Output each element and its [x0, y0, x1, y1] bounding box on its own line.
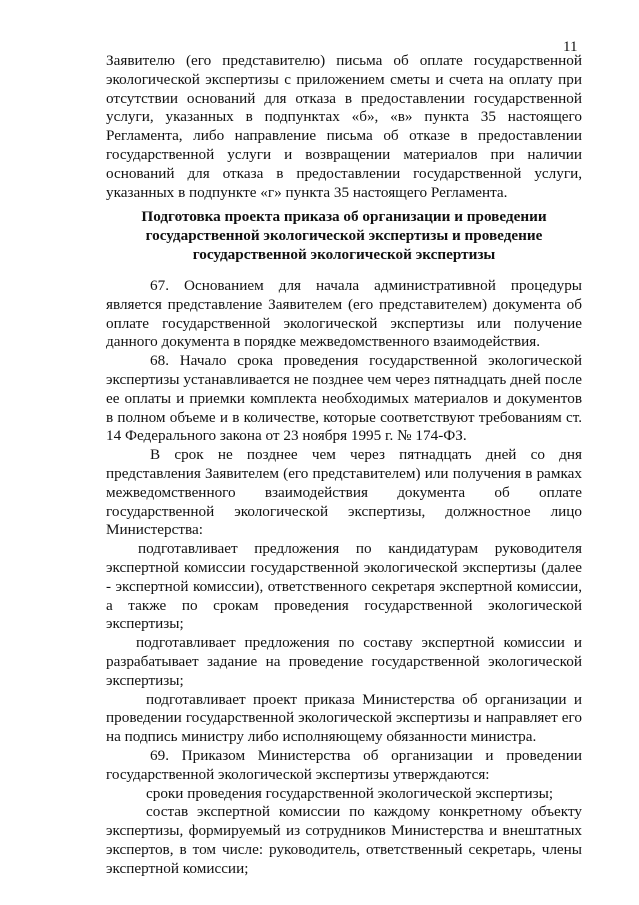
paragraph-67: 67. Основанием для начала административной процедуры является представление Заявителем (его представителем) документа об оплате государственной экологической экспертизы или получение данного документа в порядке межведомственного взаимодействия.: [106, 277, 582, 351]
list-item-proposals-leadership: подготавливает предложения по кандидатурам руководителя экспертной комиссии государственной экологической экспертизы (далее - экспертной комиссии), ответственного секретаря экспертной комиссии, а также по срокам проведения государственной экологической экспертизы;: [106, 540, 582, 633]
page-number: 11: [563, 39, 578, 55]
paragraph-deadline: В срок не позднее чем через пятнадцать дней со дня представления Заявителем (его представителем) или получения в рамках межведомственного взаимодействия документа об оплате государственной экологической экспертизы, должностное лицо Министерства:: [106, 446, 582, 539]
section-heading: Подготовка проекта приказа об организации и проведении государственной экологической экспертизы и проведение государственной экологической экспертизы: [141, 208, 547, 263]
list-item-terms: сроки проведения государственной экологической экспертизы;: [146, 784, 554, 802]
list-item-commission-composition: состав экспертной комиссии по каждому конкретному объекту экспертизы, формируемый из сотрудников Министерства и внештатных экспертов, в том числе: руководитель, ответственный секретарь, члены экспертной комиссии;: [106, 803, 582, 877]
list-item-proposals-composition: подготавливает предложения по составу экспертной комиссии и разрабатывает задание на проведение государственной экологической экспертизы;: [106, 634, 582, 689]
section-body: [106, 277, 582, 879]
list-item-draft-order: подготавливает проект приказа Министерства об организации и проведении государственной экологической экспертизы и направляет его на подпись министру либо исполняющему обязанности министра.: [106, 690, 582, 746]
intro-paragraph: [106, 52, 582, 202]
paragraph-68: 68. Начало срока проведения государственной экологической экспертизы устанавливается не позднее чем через пятнадцать дней после ее оплаты и приемки комплекта необходимых материалов и документов в полном объеме и в количестве, которые соответствуют требованиям ст. 14 Федерального закона от 23 ноября 1995 г. № 174-ФЗ.: [106, 352, 582, 445]
intro-text: Заявителю (его представителю) письма об оплате государственной экологической экспертизы с приложением сметы и счета на оплату при отсутствии оснований для отказа в предоставлении государственной услуги, указанных в подпунктах «б», «в» пункта 35 настоящего Регламента, либо направление письма об отказе в предоставлении государственной услуги и возвращении материалов при наличии оснований для отказа в предоставлении государственной услуги, указанных в подпункте «г» пункта 35 настоящего Регламента.: [106, 52, 582, 201]
paragraph-69: 69. Приказом Министерства об организации и проведении государственной экологической экспертизы утверждаются:: [106, 746, 582, 783]
